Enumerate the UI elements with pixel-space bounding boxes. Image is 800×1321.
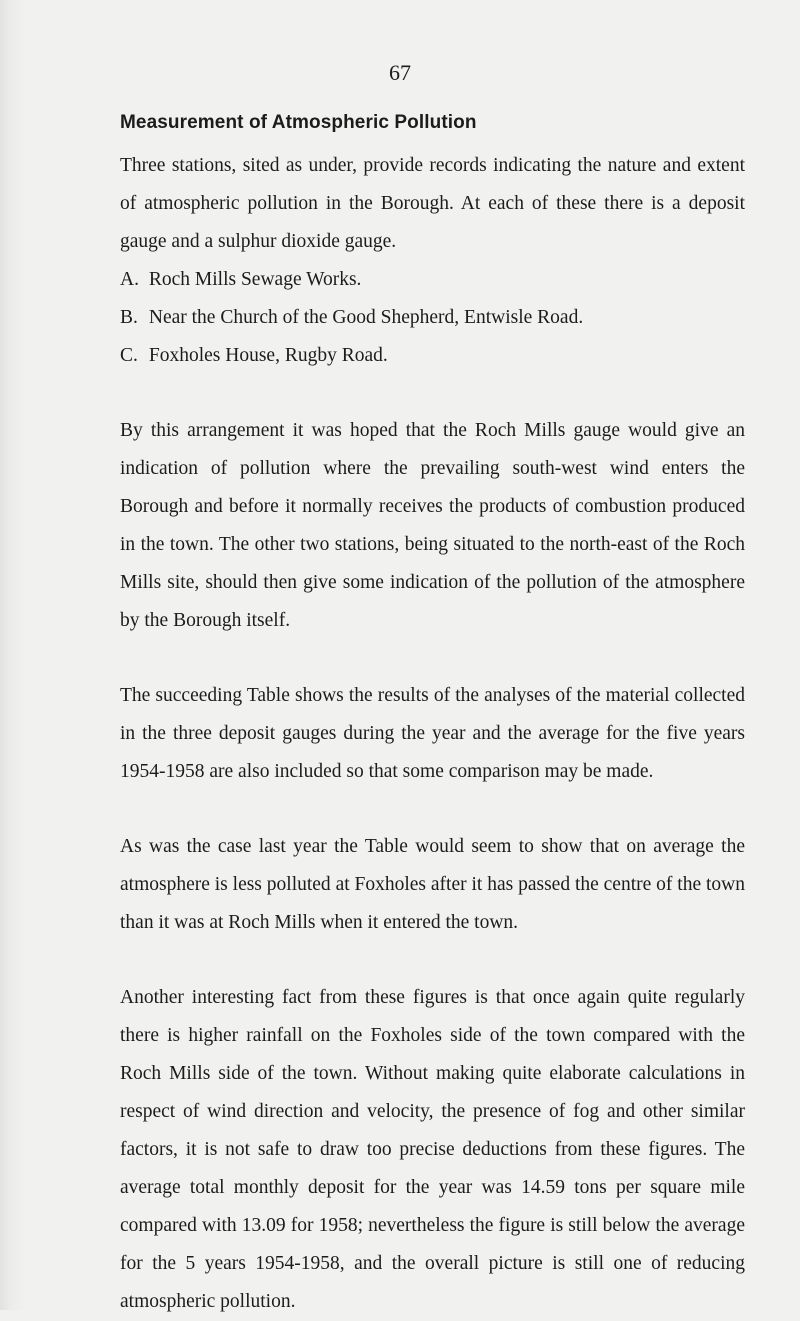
station-letter: A. <box>120 269 139 290</box>
station-item-c <box>120 337 388 375</box>
station-text: Roch Mills Sewage Works. <box>148 269 362 290</box>
paragraph-foxholes: As was the case last year the Table would seem to show that on average the atmosphere is less polluted at Foxholes after it has passed the centre of the town than it was at Roch Mills when it entered the town. <box>120 836 745 933</box>
station-item-a <box>120 261 361 299</box>
intro-paragraph: Three stations, sited as under, provide records indicating the nature and extent of atmospheric pollution in the Borough. At each of these there is a deposit gauge and a sulphur dioxide gauge. <box>120 155 745 252</box>
station-text: Foxholes House, Rugby Road. <box>148 345 388 366</box>
paragraph-table-intro: The succeeding Table shows the results of the analyses of the material collected in the three deposit gauges during the year and the average for the five years 1954-1958 are also included so that some comparison may be made. <box>120 685 745 782</box>
page-edge-shadow <box>0 0 26 1310</box>
station-item-b <box>120 299 583 337</box>
station-letter: C. <box>120 345 138 366</box>
page-number: 67 <box>389 60 411 85</box>
section-title: Measurement of Atmospheric Pollution <box>120 112 477 133</box>
station-letter: B. <box>120 307 138 328</box>
station-text: Near the Church of the Good Shepherd, Entwisle Road. <box>148 307 584 328</box>
paragraph-arrangement: By this arrangement it was hoped that the Roch Mills gauge would give an indication of pollution where the prevailing south-west wind enters the Borough and before it normally receives the products of combustion produced in the town. The other two stations, being situated to the north-east of the Roch Mills site, should then give some indication of the pollution of the atmosphere by the Borough itself. <box>120 420 745 631</box>
paragraph-rainfall: Another interesting fact from these figures is that once again quite regularly there is higher rainfall on the Foxholes side of the town compared with the Roch Mills side of the town. Without making quite elaborate calculations in respect of wind direction and velocity, the presence of fog and other similar factors, it is not safe to draw too precise deductions from these figures. The average total monthly deposit for the year was 14.59 tons per square mile compared with 13.09 for 1958; nevertheless the figure is still below the average for the 5 years 1954-1958, and the overall picture is still one of reducing atmospheric pollution. <box>120 987 745 1312</box>
